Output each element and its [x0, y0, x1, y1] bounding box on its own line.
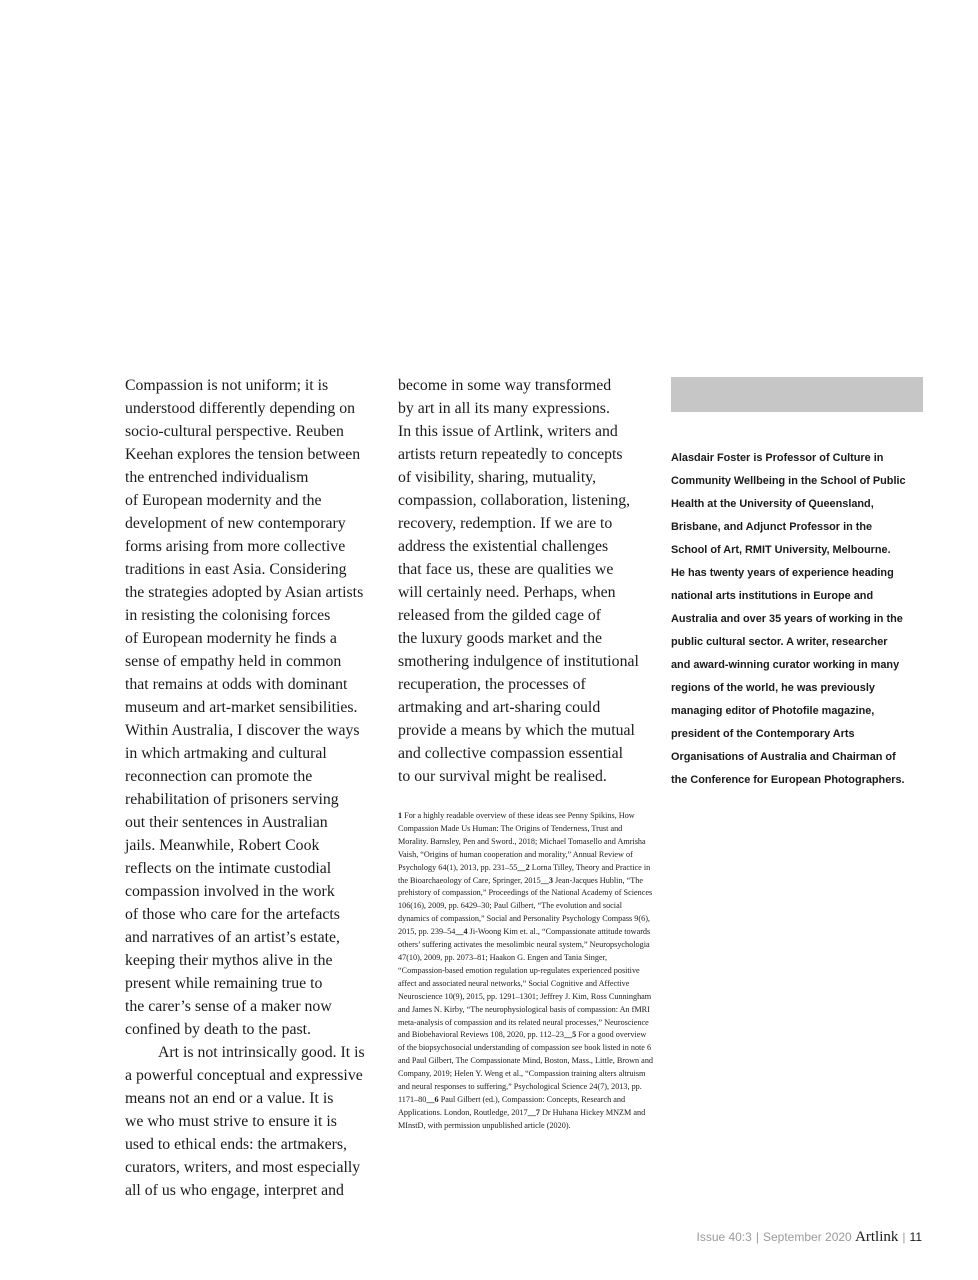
body-text-line: reconnection can promote the — [125, 768, 313, 785]
footnote-text: Dr Huhana Hickey MNZM and MInstD, with permission unpublished article (2020). — [398, 1107, 646, 1130]
body-text-line: forms arising from more collective — [125, 538, 346, 555]
footnote-text: For a good overview of the biopsychosocial understanding of compassion see book listed in note 6 and Paul Gilbert, The Compassionate Mind, Boston, Mass., Little, Brown and Company, 2019; Helen Y. Weng et al., “Compassion training alters altruism and neural responses to suffering,” Psychological Science 24(7), 2013, pp. 1171–80 — [398, 1030, 654, 1104]
bio-text-line: public cultural sector. A writer, researcher — [671, 636, 888, 648]
footer-separator: | — [755, 1230, 759, 1244]
body-text-line: recovery, redemption. If we are to — [398, 515, 613, 532]
body-text-line: and narratives of an artist’s estate, — [125, 929, 340, 946]
body-text-line: compassion, collaboration, listening, — [398, 492, 631, 509]
body-text-line: of those who care for the artefacts — [125, 906, 340, 923]
main-text-column-1 — [125, 374, 373, 1202]
body-text-line: present while remaining true to — [125, 975, 323, 992]
bio-text-line: national arts institutions in Europe and — [671, 590, 874, 602]
page-footer — [696, 1229, 922, 1245]
bio-text-line: Alasdair Foster is Professor of Culture in — [671, 452, 884, 464]
body-text-line: of European modernity and the — [125, 492, 322, 509]
body-text-line: rehabilitation of prisoners serving — [125, 791, 339, 808]
body-text-line: to our survival might be realised. — [398, 768, 607, 785]
footnote-number: __6 — [426, 1094, 439, 1104]
body-text-line: the carer’s sense of a maker now — [125, 998, 332, 1015]
body-text-line: reflects on the intimate custodial — [125, 860, 332, 877]
bio-text-line: and award-winning curator working in many — [671, 659, 900, 671]
body-text-line: Within Australia, I discover the ways — [125, 722, 360, 739]
footnote-number: 1 — [398, 811, 403, 820]
body-text-line: that remains at odds with dominant — [125, 676, 348, 693]
body-text-line: means not an end or a value. It is — [125, 1090, 334, 1107]
body-text-line: curators, writers, and most especially — [125, 1159, 361, 1176]
body-text-line: we who must strive to ensure it is — [125, 1113, 337, 1130]
bio-text-line: president of the Contemporary Arts — [671, 728, 855, 740]
bio-text-line: Brisbane, and Adjunct Professor in the — [671, 521, 873, 533]
body-text-line: of visibility, sharing, mutuality, — [398, 469, 597, 486]
footnote-number: __3 — [540, 875, 553, 885]
body-text-line: will certainly need. Perhaps, when — [398, 584, 616, 601]
footnote-text: Paul Gilbert (ed.), Compassion: Concepts, Research and Applications. London, Routledge, 2017 — [398, 1094, 626, 1117]
body-text-line: out their sentences in Australian — [125, 814, 328, 831]
author-bio — [671, 447, 931, 792]
body-text-line: used to ethical ends: the artmakers, — [125, 1136, 347, 1153]
body-text-line: in which artmaking and cultural — [125, 745, 327, 762]
footer-separator: | — [902, 1230, 906, 1244]
body-text-line: development of new contemporary — [125, 515, 346, 532]
author-photo-placeholder — [671, 377, 923, 412]
body-text-line: in resisting the colonising forces — [125, 607, 331, 624]
bio-text-line: He has twenty years of experience heading — [671, 567, 894, 579]
footnote-number: __7 — [527, 1107, 540, 1117]
footnote-text: Lorna Tilley, Theory and Practice in the Bioarchaeology of Care, Springer, 2015 — [398, 862, 651, 885]
footnotes — [398, 810, 654, 1133]
body-text-line: the strategies adopted by Asian artists — [125, 584, 364, 601]
footnote-text: For a highly readable overview of these ideas see Penny Spikins, How Compassion Made Us Human: The Origins of Tenderness, Trust and Morality. Barnsley, Pen and Sword., 2018; Michael Tomasello and Amrisha Vaish, “Origins of human cooperation and morality,” Annual Review of Psychology 64(1), 2013, pp. 231–55 — [398, 811, 646, 872]
footnote-text: Ji-Woong Kim et. al., “Compassionate attitude towards others’ suffering activates the mesolimbic neural system,” Neuropsychologia 47(10), 2009, pp. 2073–81; Haakon G. Engen and Tania Singer, “Compassion-based emotion regulation up-regulates experienced positive affect and associated neural networks,” Social Cognitive and Affective Neuroscience 10(9), 2015, pp. 1291–1301; Jeffrey J. Kim, Ross Cunningham and James N. Kirby, “The neurophysiological basis of compassion: An fMRI meta-analysis of compassion and its related neural processes,” Neuroscience and Biobehavioral Reviews 108, 2020, pp. 112–23 — [398, 927, 652, 1040]
body-text-line: artists return repeatedly to concepts — [398, 446, 623, 463]
body-text-line: the luxury goods market and the — [398, 630, 602, 647]
body-text-line: smothering indulgence of institutional — [398, 653, 639, 670]
body-text-line: Art is not intrinsically good. It is — [158, 1044, 365, 1061]
footnote-number: __5 — [563, 1030, 577, 1040]
body-text-line: and collective compassion essential — [398, 745, 624, 762]
body-text-line: sense of empathy held in common — [125, 653, 342, 670]
bio-text-line: managing editor of Photofile magazine, — [671, 705, 875, 717]
bio-text-line: Organisations of Australia and Chairman of — [671, 751, 896, 763]
issue-number: Issue 40:3 — [696, 1230, 752, 1244]
main-text-column-2 — [398, 374, 653, 788]
body-text-line: address the existential challenges — [398, 538, 609, 555]
body-text-line: of European modernity he finds a — [125, 630, 337, 647]
body-text-line: confined by death to the past. — [125, 1021, 311, 1038]
bio-text-line: Australia and over 35 years of working in the — [671, 613, 903, 625]
body-text-line: Keehan explores the tension between — [125, 446, 361, 463]
bio-text-line: Community Wellbeing in the School of Public — [671, 475, 906, 487]
footnote-number: __4 — [455, 927, 468, 937]
body-text-line: traditions in east Asia. Considering — [125, 561, 347, 578]
bio-text-line: Health at the University of Queensland, — [671, 498, 874, 510]
bio-text-line: School of Art, RMIT University, Melbourne. — [671, 544, 891, 556]
bio-text-line: the Conference for European Photographers. — [671, 774, 905, 786]
body-text-line: released from the gilded cage of — [398, 607, 602, 624]
body-text-line: become in some way transformed — [398, 377, 612, 394]
footnote-text: Jean-Jacques Hublin, “The prehistory of compassion,” Proceedings of the National Academy of Sciences 106(16), 2009, pp. 6429–30; Paul Gilbert, “The evolution and social dynamics of compassion,” Social and Personality Psychology Compass 9(6), 2015, pp. 239–54 — [398, 875, 653, 937]
body-text-line: understood differently depending on — [125, 400, 356, 417]
body-text-line: the entrenched individualism — [125, 469, 309, 486]
body-text-line: compassion involved in the work — [125, 883, 335, 900]
bio-text-line: regions of the world, he was previously — [671, 682, 875, 694]
body-text-line: that face us, these are qualities we — [398, 561, 614, 578]
body-text-line: jails. Meanwhile, Robert Cook — [125, 837, 320, 854]
page-number: 11 — [909, 1230, 922, 1244]
body-text-line: a powerful conceptual and expressive — [125, 1067, 363, 1084]
body-text-line: recuperation, the processes of — [398, 676, 586, 693]
body-text-line: museum and art-market sensibilities. — [125, 699, 358, 716]
body-text-line: In this issue of Artlink, writers and — [398, 423, 618, 440]
body-text-line: artmaking and art-sharing could — [398, 699, 601, 716]
body-text-line: by art in all its many expressions. — [398, 400, 610, 417]
body-text-line: keeping their mythos alive in the — [125, 952, 333, 969]
issue-date: September 2020 — [762, 1230, 852, 1244]
body-text-line: Compassion is not uniform; it is — [125, 377, 329, 394]
footnote-number: __2 — [517, 862, 530, 872]
body-text-line: all of us who engage, interpret and — [125, 1182, 344, 1199]
body-text-line: provide a means by which the mutual — [398, 722, 635, 739]
body-text-line: socio-cultural perspective. Reuben — [125, 423, 344, 440]
magazine-brand: Artlink — [855, 1229, 899, 1245]
